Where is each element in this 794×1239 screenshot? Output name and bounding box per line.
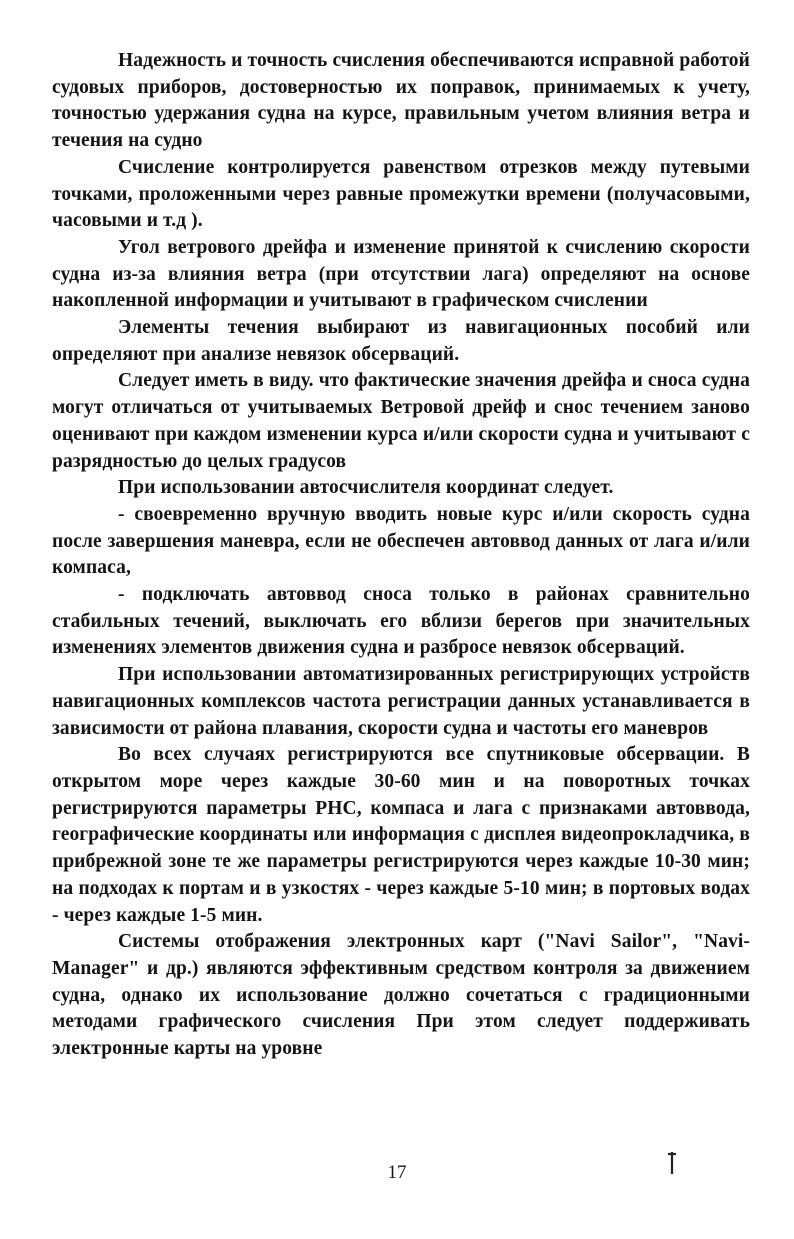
page-text: [52, 48, 750, 1063]
paragraph-7: - своевременно вручную вводить новые курс и/или скорость судна после завершения маневра, если не обеспечен автоввод данных от лага и/или компаса,: [52, 503, 750, 579]
page-number: 17: [387, 1162, 407, 1183]
paragraph-1: Надежность и точность счисления обеспечиваются исправной работой судовых приборов, достоверностью их поправок, принимаемых к учету, точностью удержания судна на курсе, правильным учетом влияния ветра и течения на судно: [52, 50, 750, 152]
paragraph-4: Элементы течения выбирают из навигационных пособий или определяют при анализе невязок обсерваций.: [52, 317, 750, 365]
paragraph-8: - подключать автоввод сноса только в районах сравнительно стабильных течений, выключать его вблизи берегов при значительных изменениях элементов движения судна и разбросе невязок обсерваций.: [52, 584, 750, 659]
paragraph-10: Во всех случаях регистрируются все спутниковые обсервации. В открытом море через каждые 30-60 мин и на поворотных точках регистрируются параметры РНС, компаса и лага с признаками автоввода, географические координаты или информация с дисплея видеопрокладчика, в прибрежной зоне те же параметры регистрируются через каждые 10-30 мин; на подходах к портам и в узкостях - через каждые 5-10 мин; в портовых водах - через каждые 1-5 мин.: [52, 744, 750, 926]
scan-artifact-mark: [660, 1150, 684, 1176]
paragraph-2: Счисление контролируется равенством отрезков между путевыми точками, проложенными через равные промежутки времени (получасовыми, часовыми и т.д ).: [52, 156, 750, 232]
paragraph-5: Следует иметь в виду. что фактические значения дрейфа и сноса судна могут отличаться от учитываемых Ветровой дрейф и снос течением заново оценивают при каждом изменении курса и/или скорости судна и учитывают с разрядностью до целых градусов: [52, 370, 750, 472]
paragraph-9: При использовании автоматизированных регистрирующих устройств навигационных комплексов частота регистрации данных устанавливается в зависимости от района плавания, скорости судна и частоты его маневров: [52, 664, 750, 739]
paragraph-6: При использовании автосчислителя координат следует.: [118, 477, 614, 499]
paragraph-3: Угол ветрового дрейфа и изменение принятой к счислению скорости судна из-за влияния ветра (при отсутствии лага) определяют на основе накопленной информации и учитывают в графическом счислении: [52, 236, 750, 312]
paragraph-11: Системы отображения электронных карт ("Navi Sailor", "Navi-Manager" и др.) являются эффективным средством контроля за движением судна, однако их использование должно сочетаться с градиционными методами графического счисления При этом следует поддерживать электронные карты на уровне: [52, 931, 750, 1060]
